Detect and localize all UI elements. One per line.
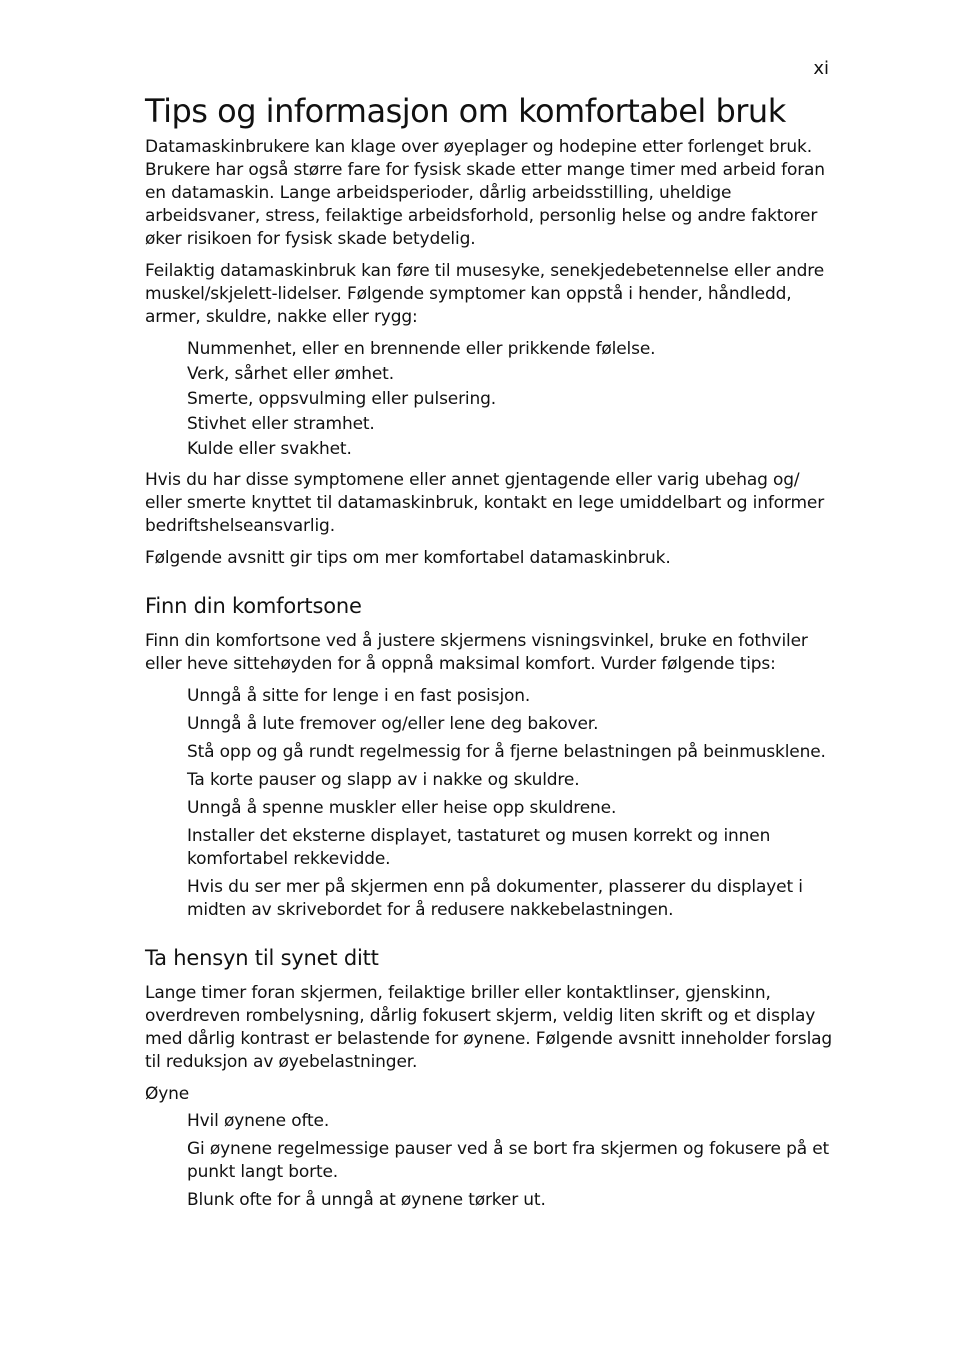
list-item: Kulde eller svakhet. bbox=[187, 439, 352, 459]
list-item: Stå opp og gå rundt regelmessig for å fjerne belastningen på beinmusklene. bbox=[187, 742, 826, 762]
list-item: Ta korte pauser og slapp av i nakke og skuldre. bbox=[187, 770, 580, 790]
list-item: Verk, sårhet eller ømhet. bbox=[187, 364, 394, 384]
eye-tips-list bbox=[145, 1110, 835, 1212]
page-number: xi bbox=[813, 58, 829, 79]
intro-paragraph: Datamaskinbrukere kan klage over øyeplager og hodepine etter forlenget bruk. Brukere har også større fare for fysisk skade etter mange timer med arbeid foran en datamaskin. Lange arbeidsperioder, dårlig arbeidsstilling, uheldige arbeidsvaner, stress, feilaktige arbeidsforhold, personlig helse og andre faktorer øker risikoen for fysisk skade betydelig. bbox=[145, 137, 825, 249]
vision-paragraph: Lange timer foran skjermen, feilaktige briller eller kontaktlinser, gjenskinn, overdreven rombelysning, dårlig fokusert skjerm, veldig liten skrift og et display med dårlig kontrast er belastende for øynene. Følgende avsnitt inneholder forslag til reduksjon av øyebelastninger. bbox=[145, 983, 833, 1072]
eyes-label: Øyne bbox=[145, 1084, 190, 1104]
comfort-tips-list bbox=[145, 685, 835, 922]
list-item: Stivhet eller stramhet. bbox=[187, 414, 375, 434]
list-item: Nummenhet, eller en brennende eller prikkende følelse. bbox=[187, 339, 656, 359]
intro-paragraph: Feilaktig datamaskinbruk kan føre til musesyke, senekjedebetennelse eller andre muskel/skjelett-lidelser. Følgende symptomer kan oppstå i hender, håndledd, armer, skuldre, nakke eller rygg: bbox=[145, 261, 825, 327]
intro-paragraph: Følgende avsnitt gir tips om mer komfortabel datamaskinbruk. bbox=[145, 548, 671, 568]
section-heading-vision: Ta hensyn til synet ditt bbox=[145, 946, 379, 970]
list-item: Installer det eksterne displayet, tastaturet og musen korrekt og innen komfortabel rekkevidde. bbox=[187, 826, 771, 869]
list-item: Hvis du ser mer på skjermen enn på dokumenter, plasserer du displayet i midten av skrivebordet for å redusere nakkebelastningen. bbox=[187, 877, 803, 920]
list-item: Blunk ofte for å unngå at øynene tørker ut. bbox=[187, 1190, 546, 1210]
intro-paragraph: Hvis du har disse symptomene eller annet gjentagende eller varig ubehag og/ eller smerte knyttet til datamaskinbruk, kontakt en lege umiddelbart og informer bedriftshelseansvarlig. bbox=[145, 470, 825, 536]
section-heading-comfort-zone: Finn din komfortsone bbox=[145, 594, 362, 618]
list-item: Hvil øynene ofte. bbox=[187, 1111, 330, 1131]
page-title: Tips og informasjon om komfortabel bruk bbox=[145, 92, 786, 130]
list-item: Gi øynene regelmessige pauser ved å se bort fra skjermen og fokusere på et punkt langt borte. bbox=[187, 1139, 830, 1182]
list-item: Unngå å spenne muskler eller heise opp skuldrene. bbox=[187, 798, 617, 818]
comfort-zone-paragraph: Finn din komfortsone ved å justere skjermens visningsvinkel, bruke en fothviler eller heve sittehøyden for å oppnå maksimal komfort. Vurder følgende tips: bbox=[145, 631, 808, 674]
list-item: Unngå å sitte for lenge i en fast posisjon. bbox=[187, 686, 531, 706]
list-item: Smerte, oppsvulming eller pulsering. bbox=[187, 389, 497, 409]
list-item: Unngå å lute fremover og/eller lene deg bakover. bbox=[187, 714, 599, 734]
symptom-list bbox=[145, 338, 835, 461]
page-content bbox=[145, 92, 835, 1220]
